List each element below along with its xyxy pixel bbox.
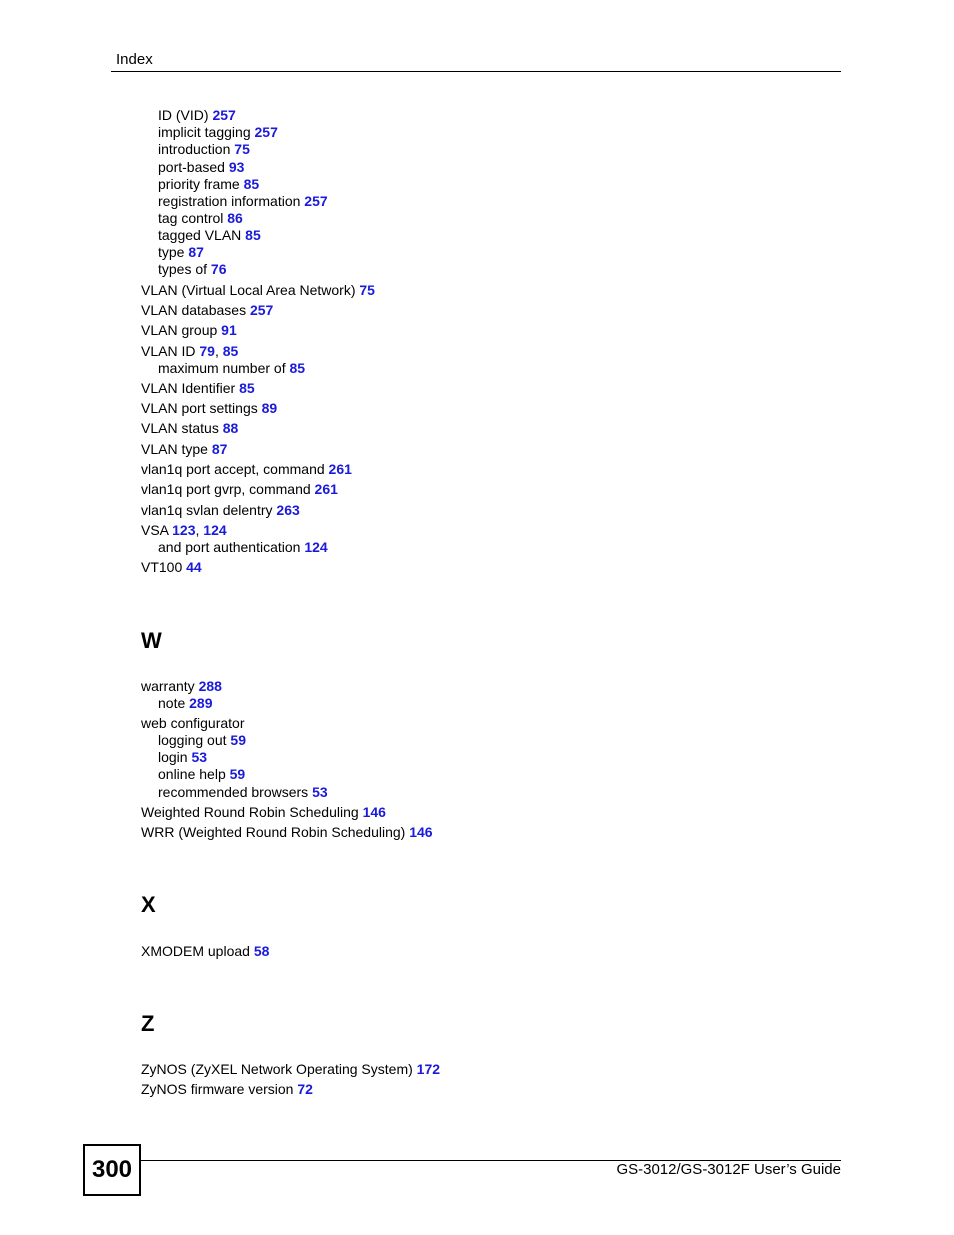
index-entry: VSA 123, 124 bbox=[141, 522, 227, 538]
page-link[interactable]: 93 bbox=[228, 159, 245, 175]
page-link[interactable]: 146 bbox=[409, 824, 433, 840]
index-entry: VLAN ID 79, 85 bbox=[141, 343, 239, 359]
page-link[interactable]: 59 bbox=[229, 766, 246, 782]
page-link[interactable]: 85 bbox=[245, 227, 261, 243]
page-number: 300 bbox=[83, 1144, 141, 1196]
index-entry: VLAN type 87 bbox=[141, 441, 228, 457]
page-link[interactable]: 79 bbox=[199, 343, 215, 359]
index-subentry: maximum number of 85 bbox=[158, 360, 306, 376]
index-subentry: and port authentication 124 bbox=[158, 539, 328, 555]
page-link[interactable]: 58 bbox=[253, 943, 270, 959]
index-entry: VLAN port settings 89 bbox=[141, 400, 278, 416]
page-link[interactable]: 123 bbox=[172, 522, 196, 538]
index-entry: warranty 288 bbox=[141, 678, 222, 694]
page-link[interactable]: 261 bbox=[328, 461, 352, 477]
index-subentry: port-based 93 bbox=[158, 159, 245, 175]
section-letter-w: W bbox=[141, 628, 162, 653]
index-entry: VLAN Identifier 85 bbox=[141, 380, 255, 396]
page-link[interactable]: 85 bbox=[289, 360, 306, 376]
page-link[interactable]: 87 bbox=[188, 244, 204, 260]
index-entry: ZyNOS firmware version 72 bbox=[141, 1081, 313, 1097]
page-link[interactable]: 86 bbox=[227, 210, 243, 226]
page-link[interactable]: 44 bbox=[186, 559, 202, 575]
index-subentry: types of 76 bbox=[158, 261, 227, 277]
index-entry: VT100 44 bbox=[141, 559, 202, 575]
index-entry: ZyNOS (ZyXEL Network Operating System) 172 bbox=[141, 1061, 441, 1077]
page-link[interactable]: 72 bbox=[297, 1081, 313, 1097]
index-entry: VLAN group 91 bbox=[141, 322, 237, 338]
page-separator: , bbox=[214, 343, 223, 359]
page-link[interactable]: 91 bbox=[221, 322, 237, 338]
index-entry: XMODEM upload 58 bbox=[141, 943, 270, 959]
index-entry: VLAN (Virtual Local Area Network) 75 bbox=[141, 282, 375, 298]
index-subentry: recommended browsers 53 bbox=[158, 784, 328, 800]
index-entry: vlan1q svlan delentry 263 bbox=[141, 502, 300, 518]
page-link[interactable]: 124 bbox=[203, 522, 227, 538]
index-subentry: logging out 59 bbox=[158, 732, 246, 748]
page-link[interactable]: 263 bbox=[276, 502, 300, 518]
index-entry: web configurator bbox=[141, 715, 245, 731]
index-entry: VLAN status 88 bbox=[141, 420, 239, 436]
index-subentry: implicit tagging 257 bbox=[158, 124, 278, 140]
page-link[interactable]: 89 bbox=[261, 400, 278, 416]
guide-title: GS-3012/GS-3012F User’s Guide bbox=[616, 1161, 841, 1178]
page-link[interactable]: 85 bbox=[243, 176, 260, 192]
header-section-title: Index bbox=[116, 51, 153, 68]
index-subentry: tagged VLAN 85 bbox=[158, 227, 261, 243]
page-link[interactable]: 87 bbox=[211, 441, 228, 457]
page-link[interactable]: 124 bbox=[304, 539, 328, 555]
header-rule bbox=[111, 71, 841, 72]
index-subentry: tag control 86 bbox=[158, 210, 243, 226]
page-link[interactable]: 257 bbox=[254, 124, 278, 140]
page-link[interactable]: 53 bbox=[312, 784, 328, 800]
page-link[interactable]: 76 bbox=[210, 261, 227, 277]
page-link[interactable]: 146 bbox=[362, 804, 386, 820]
index-entry: Weighted Round Robin Scheduling 146 bbox=[141, 804, 386, 820]
index-subentry: online help 59 bbox=[158, 766, 246, 782]
page-link[interactable]: 75 bbox=[359, 282, 375, 298]
index-subentry: type 87 bbox=[158, 244, 204, 260]
page-separator: , bbox=[195, 522, 204, 538]
index-subentry: login 53 bbox=[158, 749, 208, 765]
index-entry: vlan1q port accept, command 261 bbox=[141, 461, 352, 477]
page-link[interactable]: 88 bbox=[222, 420, 239, 436]
page-link[interactable]: 257 bbox=[212, 107, 236, 123]
index-entry: VLAN databases 257 bbox=[141, 302, 274, 318]
index-subentry: note 289 bbox=[158, 695, 213, 711]
page-link[interactable]: 75 bbox=[234, 141, 250, 157]
page-link[interactable]: 85 bbox=[239, 380, 255, 396]
page-link[interactable]: 59 bbox=[230, 732, 246, 748]
index-subentry: priority frame 85 bbox=[158, 176, 260, 192]
index-entry: vlan1q port gvrp, command 261 bbox=[141, 481, 338, 497]
page-link[interactable]: 261 bbox=[314, 481, 338, 497]
page-link[interactable]: 257 bbox=[249, 302, 274, 318]
index-subentry: ID (VID) 257 bbox=[158, 107, 236, 123]
index-subentry: registration information 257 bbox=[158, 193, 328, 209]
page-link[interactable]: 257 bbox=[304, 193, 328, 209]
index-subentry: introduction 75 bbox=[158, 141, 250, 157]
page-link[interactable]: 172 bbox=[416, 1061, 441, 1077]
section-letter-z: Z bbox=[141, 1011, 155, 1036]
index-entry: WRR (Weighted Round Robin Scheduling) 146 bbox=[141, 824, 433, 840]
page-link[interactable]: 288 bbox=[198, 678, 222, 694]
page-link[interactable]: 85 bbox=[222, 343, 239, 359]
page-link[interactable]: 53 bbox=[191, 749, 208, 765]
section-letter-x: X bbox=[141, 892, 156, 917]
page-link[interactable]: 289 bbox=[189, 695, 213, 711]
